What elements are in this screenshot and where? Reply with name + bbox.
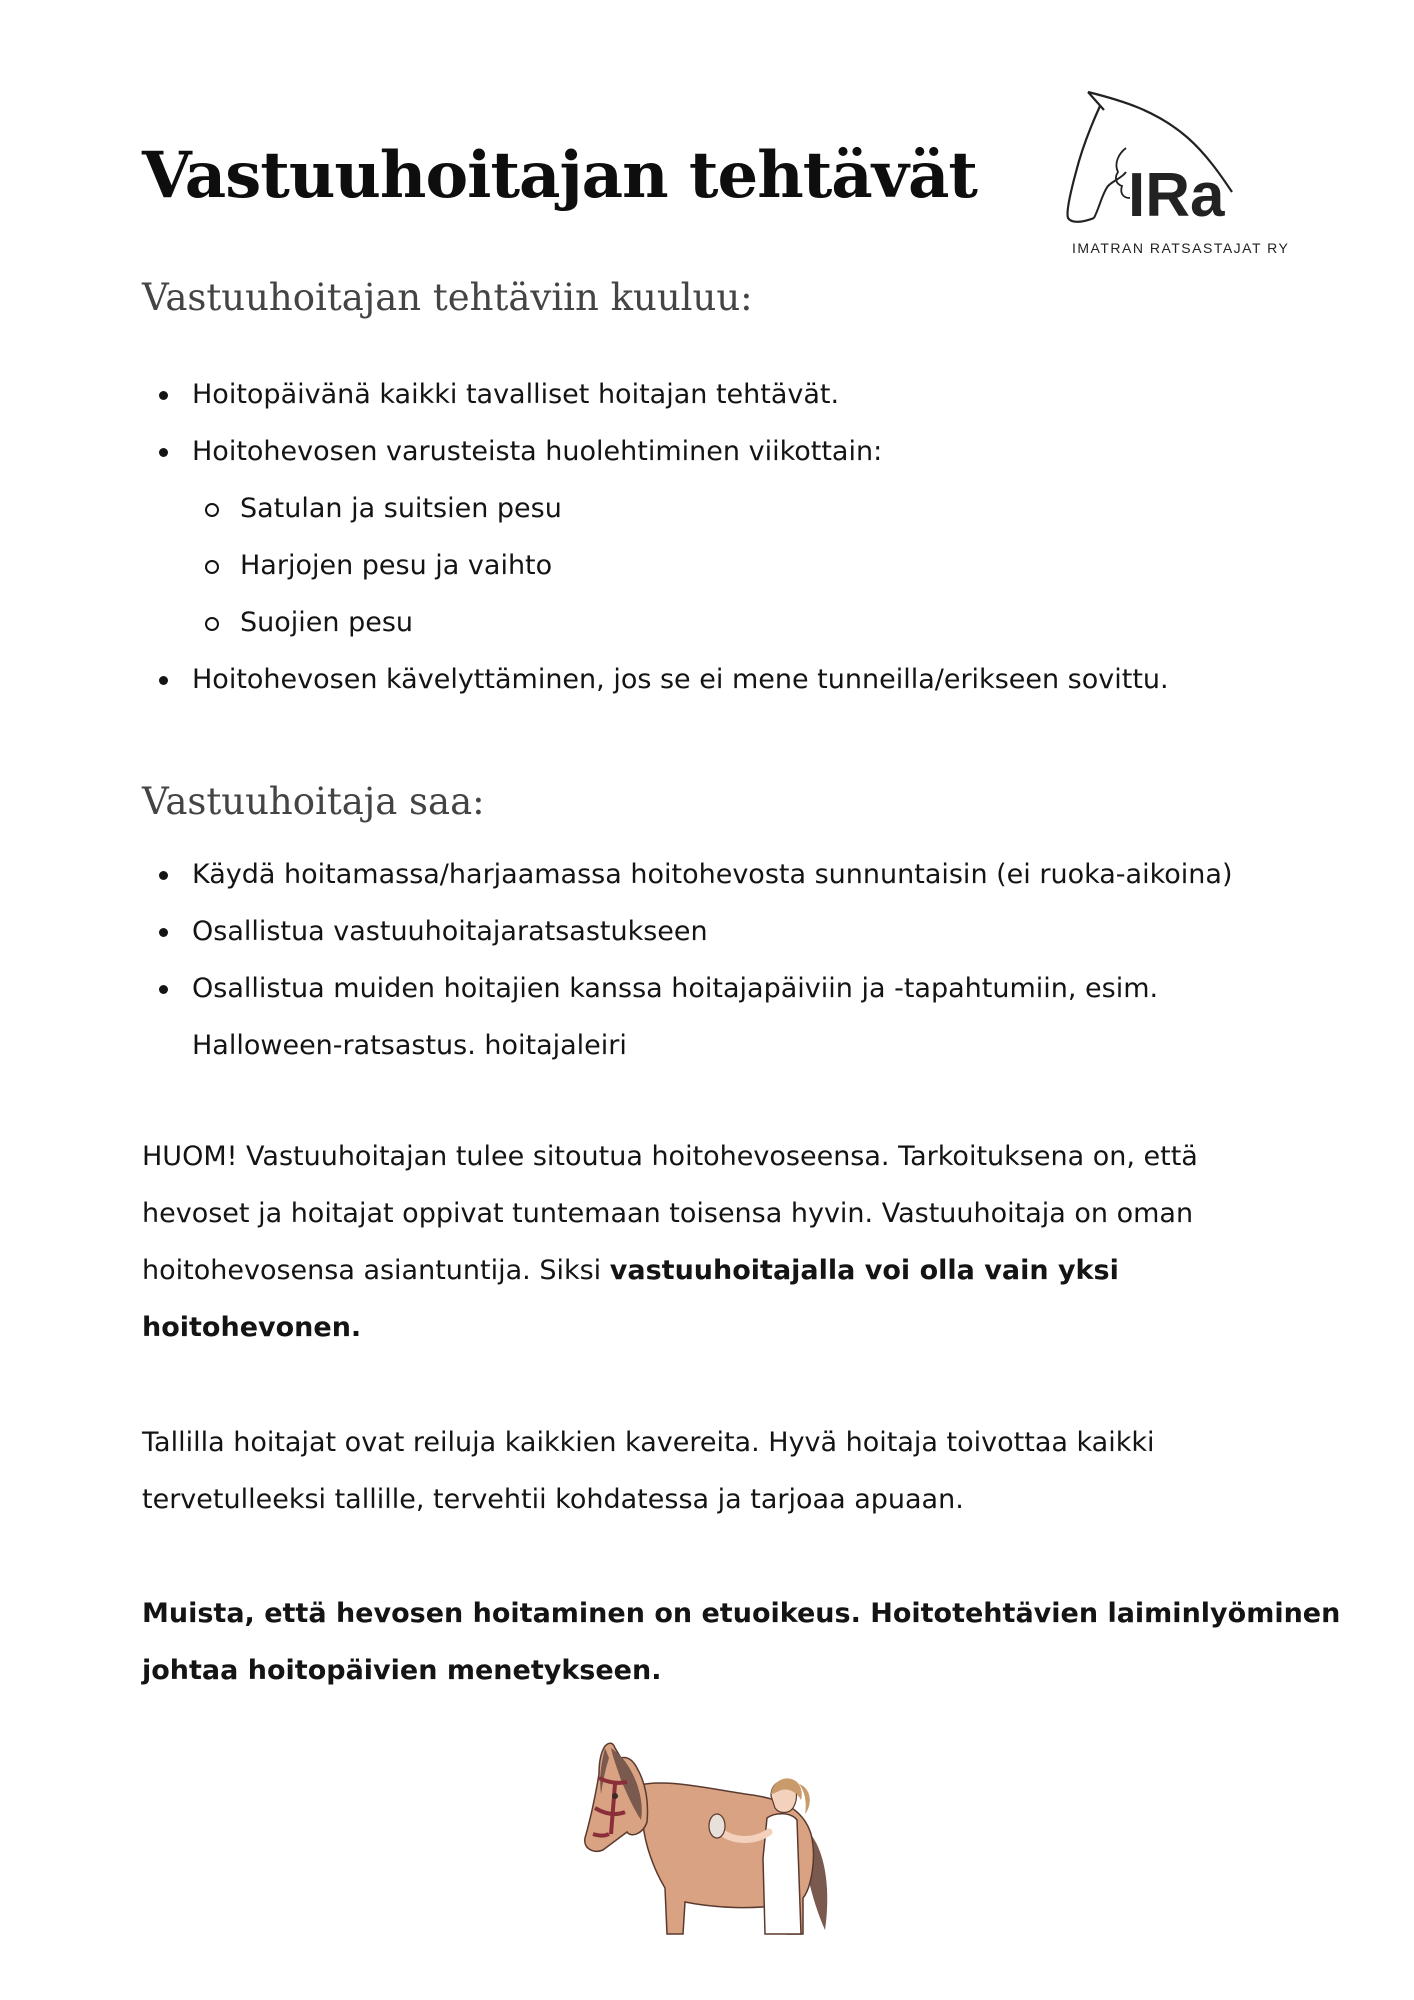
horse-grooming-icon xyxy=(575,1738,845,1938)
list-item: Osallistua muiden hoitajien kanssa hoitajapäiviin ja -tapahtumiin, esim. xyxy=(142,960,1232,1017)
section-heading-duties: Vastuuhoitajan tehtäviin kuuluu: xyxy=(142,276,753,319)
logo-tagline: IMATRAN RATSASTAJAT RY xyxy=(1072,240,1290,256)
list-item: Osallistua vastuuhoitajaratsastukseen xyxy=(142,903,1232,960)
sub-list-item: Suojien pesu xyxy=(142,594,1169,651)
club-logo xyxy=(1060,88,1290,264)
list-item-continuation: Halloween-ratsastus. hoitajaleiri xyxy=(192,1030,627,1061)
list-item: Käydä hoitamassa/harjaamassa hoitohevosta sunnuntaisin (ei ruoka-aikoina) xyxy=(142,846,1232,903)
friendliness-paragraph xyxy=(142,1414,1282,1528)
warning-paragraph xyxy=(142,1585,1341,1699)
list-item: Hoitohevosen kävelyttäminen, jos se ei mene tunneilla/erikseen sovittu. xyxy=(142,651,1169,708)
privileges-list xyxy=(142,846,1232,1074)
svg-text:IRa: IRa xyxy=(1128,161,1225,230)
section-heading-privileges: Vastuuhoitaja saa: xyxy=(142,780,485,823)
horse-grooming-illustration xyxy=(575,1738,845,1938)
horse-head-logo-icon xyxy=(1060,88,1280,238)
paragraph-line: Tallilla hoitajat ovat reiluja kaikkien kavereita. Hyvä hoitaja toivottaa kaikki xyxy=(142,1427,1155,1458)
paragraph-line: tervetulleeksi tallille, tervehtii kohdatessa ja tarjoaa apuaan. xyxy=(142,1484,964,1515)
sub-list-item: Harjojen pesu ja vaihto xyxy=(142,537,1169,594)
paragraph-line: Muista, että hevosen hoitaminen on etuoikeus. Hoitotehtävien laiminlyöminen xyxy=(142,1598,1341,1629)
paragraph-line: hevoset ja hoitajat oppivat tuntemaan toisensa hyvin. Vastuuhoitaja on oman xyxy=(142,1198,1194,1229)
commitment-paragraph xyxy=(142,1128,1282,1356)
list-item: Hoitopäivänä kaikki tavalliset hoitajan tehtävät. xyxy=(142,366,1169,423)
bold-text: vastuuhoitajalla voi olla vain yksi xyxy=(609,1255,1119,1286)
list-item: Hoitohevosen varusteista huolehtiminen viikottain: xyxy=(142,423,1169,480)
duties-list xyxy=(142,366,1169,708)
sub-list-item: Satulan ja suitsien pesu xyxy=(142,480,1169,537)
paragraph-line: HUOM! Vastuuhoitajan tulee sitoutua hoitohevoseensa. Tarkoituksena on, että xyxy=(142,1141,1198,1172)
paragraph-line: johtaa hoitopäivien menetykseen. xyxy=(142,1655,662,1686)
paragraph-line: hoitohevosensa asiantuntija. Siksi vastuuhoitajalla voi olla vain yksi xyxy=(142,1255,1119,1286)
bold-text: hoitohevonen. xyxy=(142,1312,362,1343)
paragraph-line xyxy=(142,1299,1282,1356)
page-title: Vastuuhoitajan tehtävät xyxy=(142,138,977,213)
